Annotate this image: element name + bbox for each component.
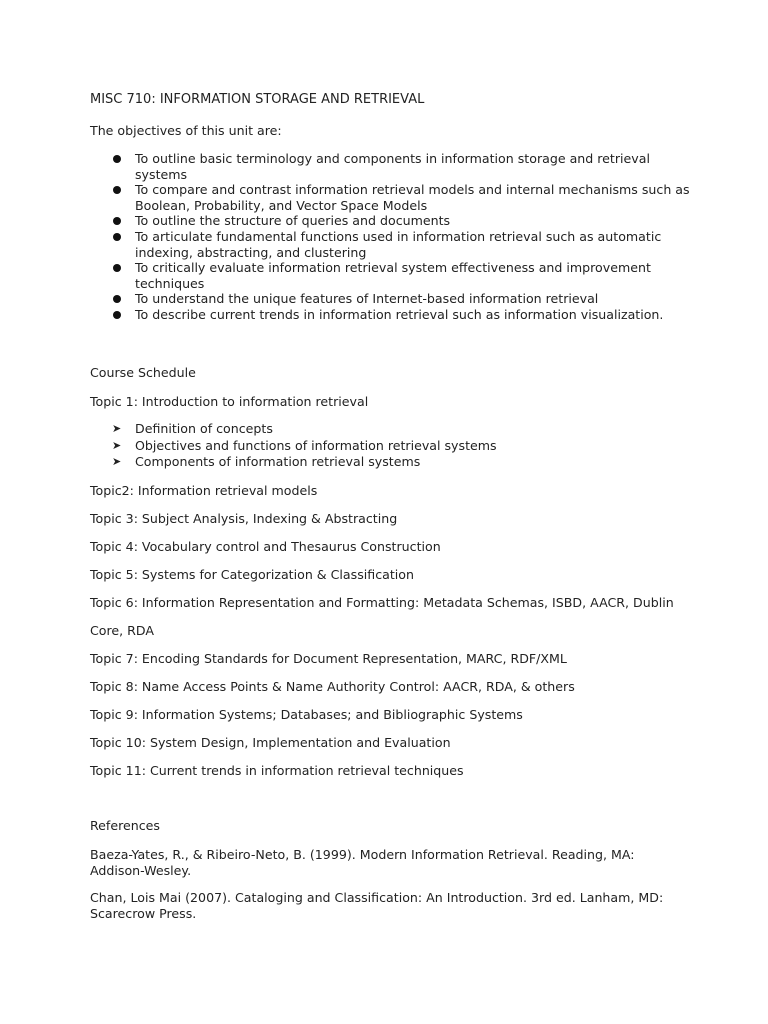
list-item	[0, 151, 695, 182]
objective-text: To understand the unique features of Internet-based information retrieval	[135, 291, 599, 307]
references-heading: References	[90, 818, 160, 833]
topic-2: Topic2: Information retrieval models	[90, 483, 318, 498]
topic-10: Topic 10: System Design, Implementation and Evaluation	[90, 735, 451, 750]
document-title: MISC 710: INFORMATION STORAGE AND RETRIEVAL	[90, 92, 425, 107]
bullet-icon	[113, 186, 121, 194]
list-item	[0, 307, 695, 323]
topic-1: Topic 1: Introduction to information retrieval	[90, 394, 369, 409]
topic1-subtopics-list	[0, 421, 497, 471]
list-item	[0, 213, 695, 229]
topic-5: Topic 5: Systems for Categorization & Classification	[90, 567, 414, 582]
schedule-heading: Course Schedule	[90, 365, 196, 380]
subtopic-text: Definition of concepts	[135, 421, 273, 436]
bullet-icon	[113, 233, 121, 241]
objective-text: To compare and contrast information retrieval models and internal mechanisms such as Boolean, Probability, and Vector Space Models	[135, 182, 690, 213]
objective-text: To critically evaluate information retrieval system effectiveness and improvement techniques	[135, 260, 651, 291]
topic-3: Topic 3: Subject Analysis, Indexing & Abstracting	[90, 511, 398, 526]
reference-item: Baeza-Yates, R., & Ribeiro-Neto, B. (1999). Modern Information Retrieval. Reading, MA: Addison-Wesley.	[90, 847, 635, 878]
objective-text: To articulate fundamental functions used in information retrieval such as automatic indexing, abstracting, and clustering	[135, 228, 662, 260]
objective-text: To describe current trends in information retrieval such as information visualization.	[135, 306, 664, 322]
bullet-icon	[113, 295, 121, 303]
list-item	[0, 260, 695, 291]
topic-9: Topic 9: Information Systems; Databases; and Bibliographic Systems	[90, 707, 523, 722]
list-item	[0, 291, 695, 307]
bullet-icon	[113, 155, 121, 163]
list-item	[0, 454, 497, 471]
topic-11: Topic 11: Current trends in information retrieval techniques	[90, 763, 464, 778]
arrow-bullet-icon: ➤	[112, 455, 122, 468]
reference-item: Chan, Lois Mai (2007). Cataloging and Classification: An Introduction. 3rd ed. Lanham, MD: Scarecrow Press.	[90, 890, 664, 921]
topic-8: Topic 8: Name Access Points & Name Authority Control: AACR, RDA, & others	[90, 679, 575, 694]
list-item	[0, 438, 497, 455]
list-item	[0, 229, 695, 260]
topic-7: Topic 7: Encoding Standards for Document Representation, MARC, RDF/XML	[90, 651, 567, 666]
topic-6: Topic 6: Information Representation and Formatting: Metadata Schemas, ISBD, AACR, Dublin	[90, 595, 674, 610]
objective-text: To outline basic terminology and components in information storage and retrieval systems	[135, 151, 650, 182]
topic-4: Topic 4: Vocabulary control and Thesaurus Construction	[90, 539, 441, 554]
bullet-icon	[113, 217, 121, 225]
objectives-list	[0, 151, 695, 323]
objectives-intro: The objectives of this unit are:	[90, 123, 282, 138]
list-item	[0, 182, 695, 213]
objective-text: To outline the structure of queries and documents	[135, 213, 451, 229]
subtopic-text: Components of information retrieval systems	[135, 454, 421, 469]
arrow-bullet-icon: ➤	[112, 422, 122, 435]
bullet-icon	[113, 311, 121, 319]
arrow-bullet-icon: ➤	[112, 438, 122, 452]
subtopic-text: Objectives and functions of information retrieval systems	[135, 437, 497, 453]
topic-6-continued: Core, RDA	[90, 623, 154, 638]
list-item	[0, 421, 497, 438]
bullet-icon	[113, 264, 121, 272]
